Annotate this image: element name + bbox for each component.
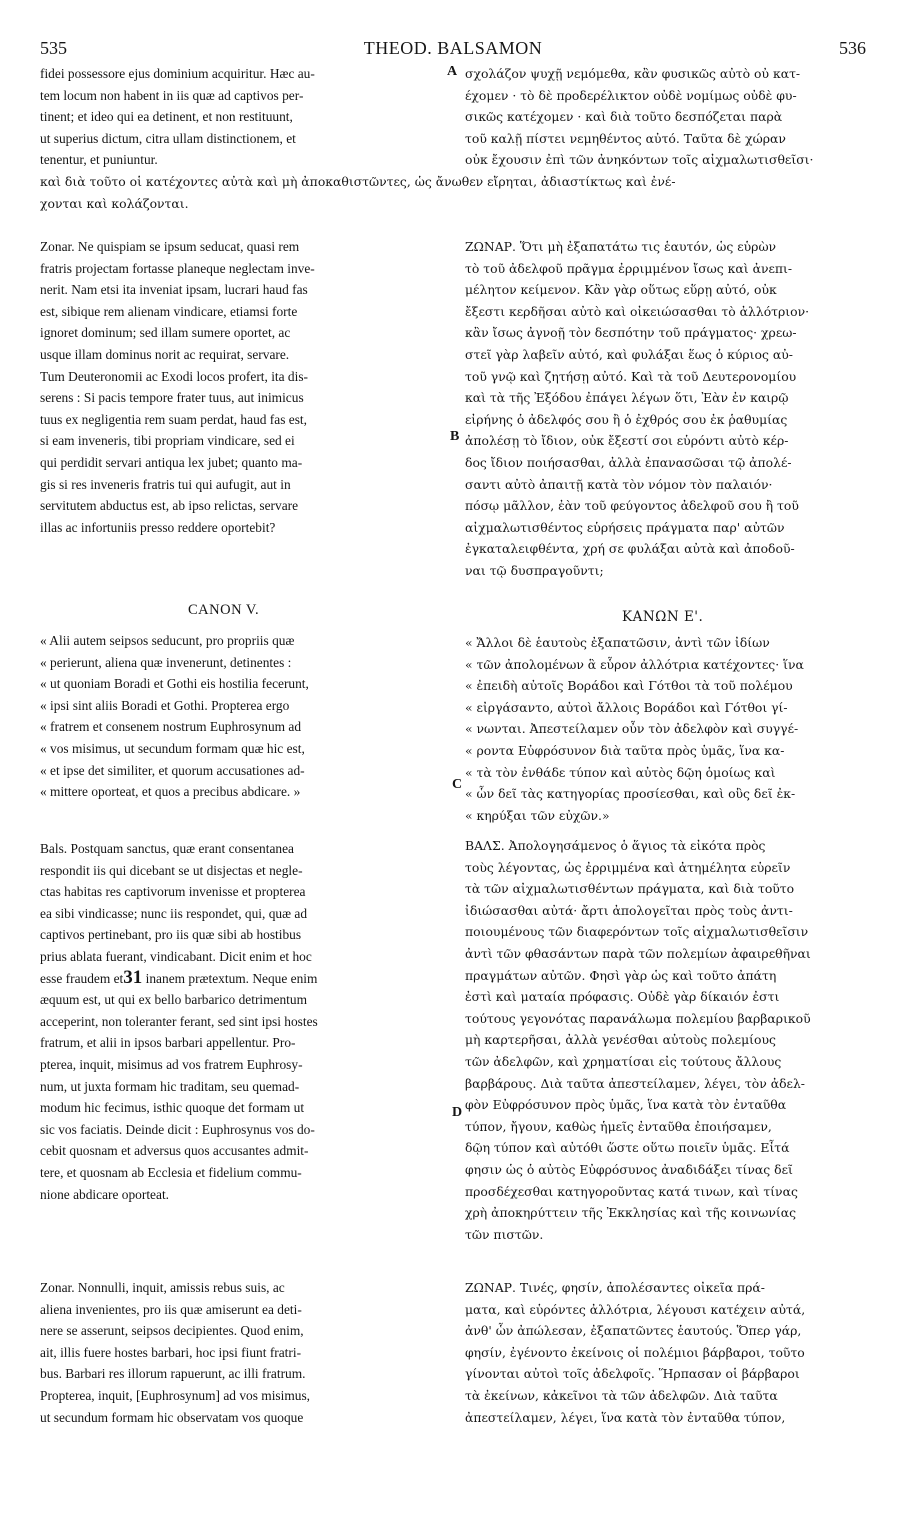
- text-line: πραγμάτων αὐτῶν. Φησὶ γὰρ ὡς καὶ τοῦτο ἀπάτη: [465, 967, 777, 983]
- text-line: δῷη τύπον καὶ αὐτόθι ὥστε οὕτω ποιεῖν ὑμᾶς. Εἶτά: [465, 1140, 790, 1156]
- text-line: tinent; et ideo qui ea detinent, et non restituunt,: [40, 109, 293, 125]
- text-line: ignoret dominum; sed illam sumere oportet, ac: [40, 325, 291, 341]
- text-line: Bals. Postquam sanctus, quæ erant consentanea: [40, 841, 294, 856]
- text-line: « ipsi sint aliis Boradi et Gothi. Propterea ergo: [40, 697, 290, 713]
- text-line: « τὰ τὸν ἐνθάδε τύπον καὶ αὐτὸς δῷη ὁμοίως καὶ: [465, 764, 776, 780]
- text-line: « ἐπειδὴ αὐτοῖς Βοράδοι καὶ Γότθοι τὰ τοῦ πολέμου: [465, 678, 793, 694]
- text-line: nerit. Nam etsi ita inveniat ipsam, lucrari haud fas: [40, 282, 308, 298]
- text-line: σικῶς κατέχομεν · καὶ διὰ τοῦτο δεσπόζεται παρὰ: [465, 109, 783, 125]
- text-line: « perierunt, aliena quæ invenerunt, detinentes :: [40, 654, 292, 670]
- text-line: προσδέχεσθαι κατηγοροῦντας κατά τινων, καὶ τίνας: [465, 1183, 798, 1199]
- greek-canon-text: [465, 632, 875, 826]
- text-line: « et ipse det similiter, et quorum accusationes ad-: [40, 762, 305, 778]
- text-line: nione abdicare oporteat.: [40, 1186, 170, 1202]
- text-line: ἐστὶ καὶ ματαία πρόφασις. Οὐδὲ γὰρ δίκαιόν ἐστι: [465, 989, 780, 1005]
- text-line: « Ἄλλοι δὲ ἑαυτοὺς ἐξαπατῶσιν, ἀντὶ τῶν ἰδίων: [465, 635, 770, 650]
- text-line: modum hic fecimus, isthic quoque det formam ut: [40, 1100, 305, 1116]
- text-line: « vos misimus, ut secundum formam quæ hic est,: [40, 740, 305, 756]
- text-line: « ut quoniam Boradi et Gothi eis hostilia fecerunt,: [40, 676, 309, 692]
- text-line: ut superius dictum, citra ullam distinctionem, et: [40, 130, 296, 146]
- text-line: μέλητον κείμενον. Κἂν γὰρ οὕτως εὕρῃ αὐτό, οὐκ: [465, 282, 777, 298]
- text-line: servitutem abductus est, ab ipso relictas, servare: [40, 498, 299, 514]
- canon-title-latin: CANON V.: [188, 602, 260, 618]
- text-line: φησιν ὡς ὁ αὐτὸς Εὐφρόσυνος ἀναδιδάξει τίνας δεῖ: [465, 1161, 793, 1177]
- text-line: ait, illis fuere hostes barbari, hoc ipsi fiunt fratri-: [40, 1344, 302, 1360]
- text-line: ea sibi vindicasse; nunc iis respondet, qui, quæ ad: [40, 905, 308, 921]
- running-header: [40, 38, 866, 62]
- text-line: nere se asserunt, seipsos decipientes. Quod enim,: [40, 1323, 304, 1339]
- text-line: ἀνθ' ὧν ἀπώλεσαν, ἐξαπατῶντες ἑαυτούς. Ὅπερ γάρ,: [465, 1323, 802, 1339]
- text-line: τῶν ἀδελφῶν, καὶ χρηματίσαι εἰς τούτους ἄλλους: [465, 1053, 782, 1069]
- text-line: αἰχμαλωτισθέντος εὑρήσεις πράγματα παρ' αὐτῶν: [465, 519, 785, 535]
- text-line: tenentur, et puniuntur.: [40, 152, 158, 168]
- column-number: 31: [123, 966, 143, 988]
- text-line: σχολάζον ψυχῇ νεμόμεθα, κἂν φυσικῶς αὐτὸ οὐ κατ-: [465, 66, 801, 81]
- text-line: ΒΑΛΣ. Ἀπολογησάμενος ὁ ἅγιος τὰ εἰκότα πρὸς: [465, 838, 766, 853]
- running-title: THEOD. BALSAMON: [363, 38, 543, 58]
- page-number-left: 535: [40, 38, 67, 58]
- text-line: πόσῳ μᾶλλον, ἐὰν τοῦ φεύγοντος ἀδελφοῦ σου ἢ τοῦ: [465, 498, 799, 514]
- text-line: respondit iis qui dicebant se ut disjectas et negle-: [40, 862, 303, 878]
- text-line: « εἰργάσαντο, αὐτοὶ ἄλλοις Βοράδοι καὶ Γότθοι γί-: [465, 699, 788, 715]
- text-line: ut secundum formam hic observatam vos quoque: [40, 1409, 304, 1425]
- text-line: οὐκ ἔχουσιν ἐπὶ τῶν ἀνηκόντων τοῖς αἰχμαλωτισθεῖσι·: [465, 152, 814, 168]
- text-line: βαρβάρους. Διὰ ταῦτα ἀπεστείλαμεν, λέγει, τὸν ἀδελ-: [465, 1075, 805, 1091]
- text-line: μὴ καρτερῆσαι, ἀλλὰ γενέσθαι αὐτοὺς πολεμίους: [465, 1032, 776, 1048]
- text-line: illas ac infortuniis presso reddere oportebit?: [40, 519, 276, 535]
- latin-canon-text: [40, 630, 452, 803]
- text-line: ctas habitas res captivorum invenisse et propterea: [40, 884, 306, 900]
- text-line: Zonar. Ne quispiam se ipsum seducat, quasi rem: [40, 239, 300, 254]
- text-line: ματα, καὶ εὑρόντες ἀλλότρια, λέγουσι κατέχειν αὐτά,: [465, 1301, 806, 1317]
- text-line: τοῦ καλῇ πίστει νεμηθέντος αὐτό. Ταῦτα δὲ χώραν: [465, 130, 786, 146]
- text-line: « ροντα Εὐφρόσυνον διὰ ταῦτα πρὸς ὑμᾶς, ἵνα κα-: [465, 742, 785, 758]
- text-line: τύπον, ἤγουν, καθὼς ἡμεῖς ἐνταῦθα ἐποιήσαμεν,: [465, 1118, 772, 1134]
- text-line: « νωνται. Ἀπεστείλαμεν οὖν τὸν ἀδελφὸν καὶ συγγέ-: [465, 721, 799, 737]
- text-line: « fratrem et consenem nostrum Euphrosynum ad: [40, 719, 302, 735]
- text-line: [40, 968, 452, 990]
- greek-balsamon-commentary: [465, 835, 875, 1245]
- text-line: ἀπολέσῃ τὸ ἴδιον, οὐκ ἔξεστί σοι εὑρόντι αὐτὸ κέρ-: [465, 433, 789, 449]
- greek-full-width-line: [40, 171, 875, 214]
- text-line: tuus ex negligentia rem suam perdat, haud fas est,: [40, 411, 307, 427]
- text-line: « κηρύξαι τῶν εὐχῶν.»: [465, 807, 610, 823]
- text-line: bus. Barbari res illorum rapuerunt, ac illi fratrum.: [40, 1366, 306, 1382]
- text-line: έχομεν · τὸ δὲ προδερέλικτον οὐδὲ νομίμως οὐδὲ φυ-: [465, 87, 797, 103]
- text-line: aliena invenientes, pro iis quæ amiserunt ea deti-: [40, 1301, 302, 1317]
- text-line: usque illam dominus norit ac requirat, servare.: [40, 346, 290, 362]
- text-line: ΖΩΝΑΡ. Ὅτι μὴ ἐξαπατάτω τις ἑαυτόν, ὡς εὑρὼν: [465, 239, 777, 254]
- text-line: τῶν πιστῶν.: [465, 1226, 544, 1242]
- text-line: χρὴ ἀποκηρύττειν τῆς Ἐκκλησίας καὶ τῆς κοινωνίας: [465, 1205, 797, 1221]
- text-line: φὸν Εὐφρόσυνον πρὸς ὑμᾶς, ἵνα κατὰ τὸν ἐνταῦθα: [465, 1097, 787, 1113]
- text-line: ποιουμένους τῶν διαφερόντων τοῖς αἰχμαλωτισθεῖσιν: [465, 924, 809, 940]
- text-line: ἔξεστι κερδῆσαι αὐτὸ καὶ οἰκειώσασθαι τὸ ἀλλότριον·: [465, 303, 810, 319]
- text-line: fratris projectam fortasse planeque neglectam inve-: [40, 260, 315, 276]
- latin-zonaras-commentary-2: [40, 1277, 452, 1428]
- margin-letter-d: D: [452, 1105, 463, 1120]
- text-line: « Alii autem seipsos seducunt, pro propriis quæ: [40, 633, 295, 648]
- latin-zonaras-commentary: [40, 236, 452, 538]
- text-line: εἰρήνης ὁ ἀδελφός σου ἢ ὁ ἐχθρός σου ἐκ ῥαθυμίας: [465, 411, 788, 427]
- canon-title-greek: ΚΑΝΩΝ Ε'.: [622, 609, 704, 625]
- text-line: ἰδιώσασθαι αὐτά· ἄρτι ἀπολογεῖται πρὸς τοὺς ἀντι-: [465, 902, 793, 918]
- margin-letter-b: B: [450, 429, 460, 444]
- text-line: ναι τῷ δυσπραγοῦντι;: [465, 562, 604, 578]
- text-line: tere, et quosnam ab Ecclesia et fidelium commu-: [40, 1164, 302, 1180]
- greek-paragraph-1: [465, 63, 875, 171]
- text-line: « τῶν ἀπολομένων ἃ εὗρον ἀλλότρια κατέχοντες· ἵνα: [465, 656, 804, 672]
- text-line: τοὺς λέγοντας, ὡς ἐρριμμένα καὶ ἀτημέλητα εὑρεῖν: [465, 859, 791, 875]
- text-line: num, ut juxta formam hic traditam, seu quemad-: [40, 1078, 300, 1094]
- text-line: qui perdidit servari antiqua lex jubet; quanto ma-: [40, 454, 303, 470]
- text-line: ἀντὶ τῶν φθασάντων παρὰ τῶν πολεμίων ἀφαιρεθῆναι: [465, 945, 811, 961]
- text-line: captivos pertinebant, pro iis quæ sibi ab hostibus: [40, 927, 302, 943]
- text-line: ἐγκαταλειφθέντα, χρή σε φυλάξαι αὐτὰ καὶ ἀποδοῦ-: [465, 541, 795, 557]
- text-line: Propterea, inquit, [Euphrosynum] ad vos misimus,: [40, 1387, 311, 1403]
- text-line: τούτους γεγονότας παρανάλωμα πολεμίου βαρβαρικοῦ: [465, 1010, 811, 1026]
- margin-letter-c: C: [452, 777, 463, 792]
- text-line: Zonar. Nonnulli, inquit, amissis rebus suis, ac: [40, 1280, 285, 1295]
- text-line: στεῖ γὰρ λαβεῖν αὐτό, καὶ φυλάξαι ἕως ὁ κύριος αὐ-: [465, 346, 793, 362]
- text-line: æquum est, ut qui ex bello barbarico detrimentum: [40, 992, 308, 1008]
- text-line: σαντι αὐτὸ ἀπαιτῇ κατὰ τὸν νόμον τὸν παλαιόν·: [465, 476, 773, 492]
- text-line: καὶ διὰ τοῦτο οἱ κατέχοντες αὐτὰ καὶ μὴ ἀποκαθιστῶντες, ὡς ἄνωθεν εἴρηται, ἀδιαστίκτως καὶ ἐνέ-: [40, 174, 676, 189]
- text-line: κἂν ἴσως ἀγνοῇ τὸν δεσπότην τοῦ πράγματος· χρεω-: [465, 325, 797, 341]
- text-line: gis si res inveneris fratris tui qui aufugit, aut in: [40, 476, 291, 492]
- text-line: ἀπεστείλαμεν, λέγει, ἵνα κατὰ τὸν ἐνταῦθα τύπον,: [465, 1409, 786, 1425]
- text-line: τὰ τῶν αἰχμαλωτισθέντων πράγματα, καὶ διὰ τοῦτο: [465, 881, 795, 897]
- text-line: fidei possessore ejus dominium acquiritur. Hæc au-: [40, 66, 315, 81]
- latin-balsamon-commentary: [40, 838, 452, 1205]
- text-line: καὶ τὰ τῆς Ἐξόδου ἐπάγει λέγων ὅτι, Ἐὰν ἐν καιρῷ: [465, 390, 789, 406]
- text-line: sic vos faciatis. Deinde dicit : Euphrosynus vos do-: [40, 1121, 315, 1137]
- text-line: prius ablata fuerant, vindicabant. Dicit enim et hoc: [40, 948, 312, 964]
- text-line: fratrum, et alii in ipsos barbari appellentur. Pro-: [40, 1035, 296, 1051]
- text-line: « ὧν δεῖ τὰς κατηγορίας προσίεσθαι, καὶ οὓς δεῖ ἐκ-: [465, 786, 796, 802]
- text-line: cebit quosnam et adversus quos accusantes admit-: [40, 1143, 309, 1159]
- text-segment: esse fraudem et: [40, 970, 124, 986]
- text-line: φησίν, ἐγένοντο ἐκείνοις οἱ πολέμιοι βάρβαροι, τοῦτο: [465, 1344, 805, 1360]
- text-line: τοῦ γνῷ καὶ ζητήσῃ αὐτό. Καὶ τὰ τοῦ Δευτερονομίου: [465, 368, 797, 384]
- text-line: δος ἴδιον ποιήσασθαι, ἀλλὰ ἐπανασῶσαι τῷ ἀπολέ-: [465, 454, 792, 470]
- text-line: serens : Si pacis tempore frater tuus, aut inimicus: [40, 390, 304, 406]
- page-number-right: 536: [839, 38, 866, 58]
- text-line: tem locum non habent in iis quæ ad captivos per-: [40, 87, 304, 103]
- text-line: pterea, inquit, misimus ad vos fratrem Euphrosy-: [40, 1056, 303, 1072]
- text-line: ΖΩΝΑΡ. Τινές, φησίν, ἀπολέσαντες οἰκεῖα πρά-: [465, 1280, 765, 1295]
- text-line: τὸ τοῦ ἀδελφοῦ πρᾶγμα ἐρριμμένον ἴσως καὶ ἀνεπι-: [465, 260, 793, 276]
- text-line: τὰ ἐκείνων, κἀκεῖνοι τὰ τῶν ἀδελφῶν. Διὰ ταῦτα: [465, 1387, 778, 1403]
- greek-zonaras-commentary-2: [465, 1277, 875, 1428]
- text-segment: inanem prætextum. Neque enim: [145, 970, 318, 986]
- text-line: χονται καὶ κολάζονται.: [40, 195, 189, 211]
- text-line: acceperint, non toleranter ferant, sed sint ipsi hostes: [40, 1013, 318, 1029]
- latin-paragraph-1: [40, 63, 452, 171]
- text-line: si eam inveneris, tibi propriam vindicare, sed ei: [40, 433, 295, 449]
- text-line: « mittere oporteat, et quos a precibus abdicare. »: [40, 784, 301, 800]
- greek-zonaras-commentary: [465, 236, 875, 582]
- text-line: γίνονται αὐτοὶ τοῖς ἀδελφοῖς. Ἥρπασαν οἱ βάρβαροι: [465, 1366, 800, 1382]
- margin-letter-a: A: [447, 64, 458, 79]
- text-line: Tum Deuteronomii ac Exodi locos profert, ita dis-: [40, 368, 309, 384]
- text-line: est, sibique rem alienam vindicare, etiamsi forte: [40, 303, 298, 319]
